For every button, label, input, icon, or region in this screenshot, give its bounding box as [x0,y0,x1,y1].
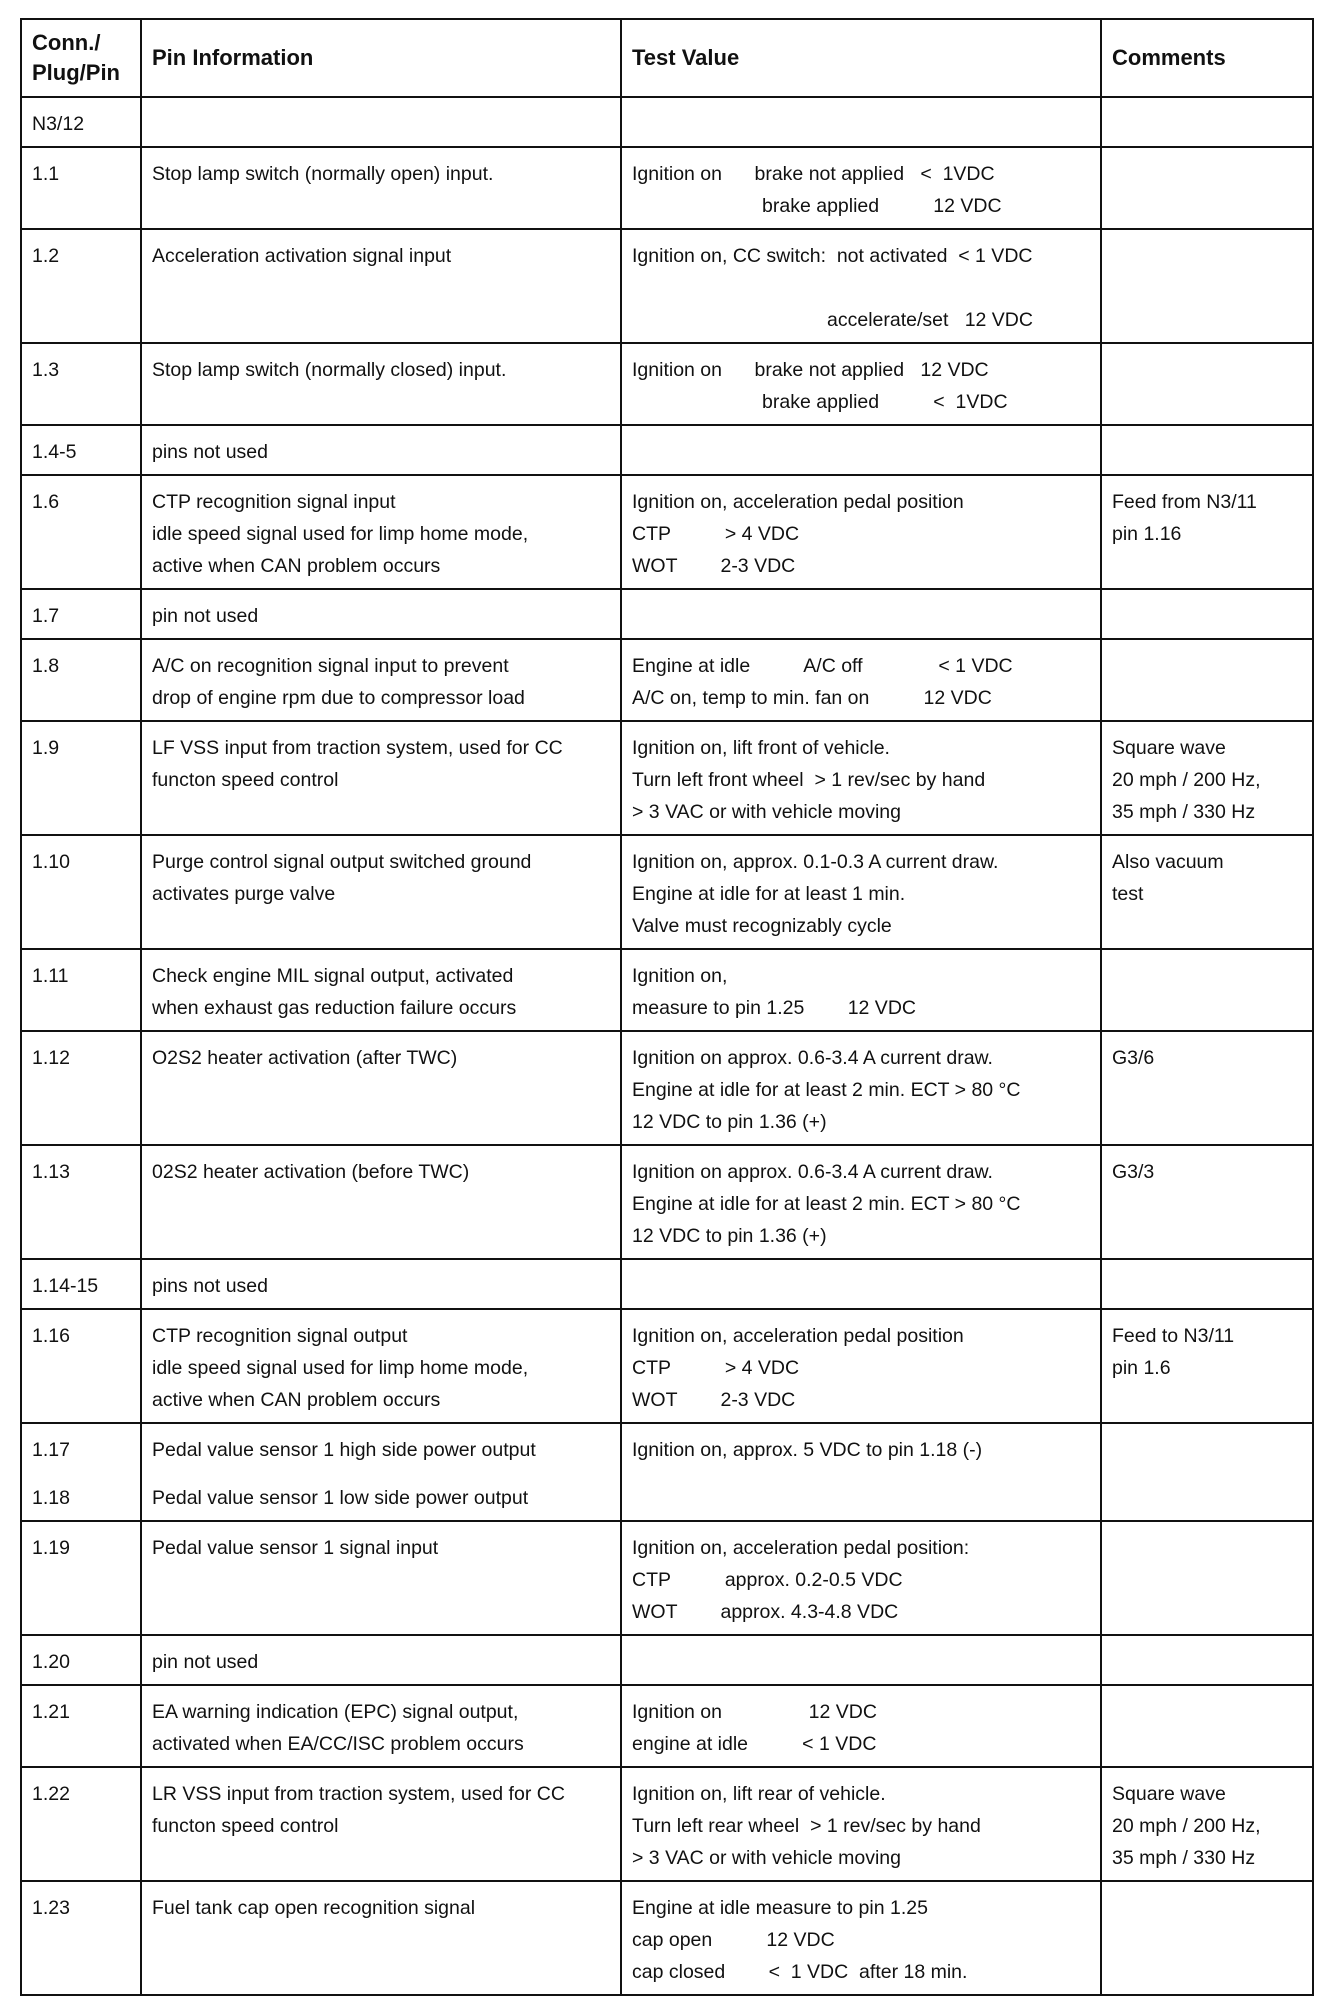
pin-cell [21,949,141,1031]
pin-information-cell-line: pin not used [152,605,259,627]
test-value-cell [621,147,1101,229]
pin-cell [21,1423,141,1521]
pin-information-cell [141,475,621,589]
comments-cell [1101,343,1313,425]
test-value-cell-line: Engine at idle for at least 2 min. ECT > 80 °C [632,1193,1021,1215]
table-row [21,1309,1313,1423]
pin-information-cell [141,1881,621,1995]
pin-information-cell [141,1635,621,1685]
test-value-cell-line: Engine at idle for at least 1 min. [632,883,906,905]
comments-cell [1101,1031,1313,1145]
pin-information-cell [141,97,621,147]
pin-cell [21,721,141,835]
pin-information-cell-line: Pedal value sensor 1 low side power output [152,1487,529,1509]
test-value-cell-line: cap closed < 1 VDC after 18 min. [632,1961,968,1983]
pin-cell [21,147,141,229]
pin-information-cell [141,835,621,949]
pin-cell-line: 1.11 [32,965,69,987]
pin-information-cell-line: drop of engine rpm due to compressor load [152,687,525,709]
pin-information-cell-line: pins not used [152,441,269,463]
table-header-row [21,19,1313,97]
pin-cell-line: 1.22 [32,1783,70,1805]
table-row [21,147,1313,229]
pin-cell [21,1685,141,1767]
pin-information-cell-line: CTP recognition signal input [152,491,396,513]
comments-cell [1101,425,1313,475]
pin-information-cell [141,721,621,835]
pin-cell-line: 1.4-5 [32,441,77,463]
pin-cell [21,97,141,147]
pin-information-cell-line: Stop lamp switch (normally closed) input. [152,359,507,381]
pin-information-cell-line: A/C on recognition signal input to prevent [152,655,509,677]
pin-information-cell-line: pin not used [152,1651,259,1673]
comments-cell [1101,835,1313,949]
test-value-cell-line: 12 VDC to pin 1.36 (+) [632,1225,827,1247]
comments-cell [1101,721,1313,835]
pin-information-cell-line: active when CAN problem occurs [152,1389,441,1411]
table-row [21,721,1313,835]
test-value-cell [621,343,1101,425]
test-value-cell-line: CTP > 4 VDC [632,1357,800,1379]
test-value-cell-line: Ignition on brake not applied 12 VDC [632,359,989,381]
comments-cell [1101,1767,1313,1881]
pin-information-cell [141,425,621,475]
test-value-cell-line: Ignition on, [632,965,728,987]
pin-cell-line: 1.19 [32,1537,70,1559]
test-value-cell-line: Ignition on, CC switch: not activated < 1 VDC [632,245,1033,267]
comments-cell-line: Feed to N3/11 [1112,1325,1235,1347]
pin-cell [21,1767,141,1881]
pin-cell [21,589,141,639]
comments-cell [1101,949,1313,1031]
test-value-cell-line: > 3 VAC or with vehicle moving [632,801,901,823]
table-row [21,949,1313,1031]
pin-information-cell-line: Pedal value sensor 1 signal input [152,1537,439,1559]
header-conn-plug-pin: Conn./ Plug/Pin [21,19,141,97]
pin-cell-line: 1.2 [32,245,60,267]
comments-cell [1101,1259,1313,1309]
pin-cell [21,835,141,949]
pin-cell-line: 1.10 [32,851,70,873]
comments-cell [1101,229,1313,343]
header-pin-information: Pin Information [141,19,621,97]
comments-cell [1101,1685,1313,1767]
pin-information-cell-line: idle speed signal used for limp home mode, [152,1357,529,1379]
test-value-cell-line: Ignition on, lift front of vehicle. [632,737,890,759]
pin-cell-line: 1.16 [32,1325,70,1347]
pin-information-cell-line: functon speed control [152,769,339,791]
comments-cell [1101,475,1313,589]
pin-information-cell-line: 02S2 heater activation (before TWC) [152,1161,470,1183]
pin-information-cell-line: idle speed signal used for limp home mode, [152,523,529,545]
pin-information-cell-line: Acceleration activation signal input [152,245,452,267]
pin-information-cell [141,1423,621,1521]
test-value-cell-line: Ignition on brake not applied < 1VDC [632,163,995,185]
pin-cell [21,343,141,425]
pin-information-cell-line: Stop lamp switch (normally open) input. [152,163,494,185]
pin-information-cell [141,1521,621,1635]
pin-information-cell [141,147,621,229]
comments-cell [1101,1881,1313,1995]
table-row [21,229,1313,343]
comments-cell-line: 20 mph / 200 Hz, [1112,1815,1261,1837]
pin-information-cell-line: LF VSS input from traction system, used for CC [152,737,563,759]
test-value-cell-line: Ignition on, approx. 5 VDC to pin 1.18 (-) [632,1439,983,1461]
pin-cell-line: 1.12 [32,1047,70,1069]
table-row [21,1031,1313,1145]
pin-information-cell-line: O2S2 heater activation (after TWC) [152,1047,458,1069]
comments-cell [1101,1521,1313,1635]
pin-information-table [20,18,1314,1996]
test-value-cell [621,721,1101,835]
comments-cell-line: 35 mph / 330 Hz [1112,1847,1256,1869]
table-row [21,1881,1313,1995]
pin-cell [21,229,141,343]
comments-cell-line: pin 1.16 [1112,523,1182,545]
test-value-cell-line: cap open 12 VDC [632,1929,835,1951]
comments-cell-line: G3/6 [1112,1047,1155,1069]
header-test-value: Test Value [621,19,1101,97]
test-value-cell-line: measure to pin 1.25 12 VDC [632,997,916,1019]
pin-information-cell-line: when exhaust gas reduction failure occurs [152,997,517,1019]
test-value-cell [621,229,1101,343]
comments-cell-line: test [1112,883,1144,905]
pin-cell [21,1259,141,1309]
pin-cell [21,1521,141,1635]
test-value-cell-line: CTP approx. 0.2-0.5 VDC [632,1569,903,1591]
pin-cell-line: 1.3 [32,359,60,381]
pin-information-cell [141,229,621,343]
test-value-cell [621,1881,1101,1995]
test-value-cell-line: Engine at idle A/C off < 1 VDC [632,655,1013,677]
test-value-cell-line: brake applied 12 VDC [632,195,1002,217]
test-value-cell [621,1635,1101,1685]
table-row [21,639,1313,721]
pin-information-cell [141,589,621,639]
test-value-cell [621,1259,1101,1309]
test-value-cell [621,589,1101,639]
test-value-cell-line: A/C on, temp to min. fan on 12 VDC [632,687,992,709]
pin-cell [21,425,141,475]
pin-information-cell [141,1259,621,1309]
test-value-cell-line: Ignition on approx. 0.6-3.4 A current draw. [632,1161,993,1183]
pin-information-cell [141,1767,621,1881]
test-value-cell [621,1423,1101,1521]
test-value-cell [621,1521,1101,1635]
pin-cell [21,1145,141,1259]
test-value-cell [621,475,1101,589]
comments-cell [1101,97,1313,147]
pin-cell-line: 1.14-15 [32,1275,99,1297]
test-value-cell-line: Ignition on, approx. 0.1-0.3 A current draw. [632,851,999,873]
test-value-cell-line: WOT 2-3 VDC [632,1389,796,1411]
pin-information-cell-line: EA warning indication (EPC) signal output, [152,1701,519,1723]
test-value-cell-line: Valve must recognizably cycle [632,915,892,937]
table-row [21,1259,1313,1309]
table-row [21,1685,1313,1767]
test-value-cell-line: Ignition on approx. 0.6-3.4 A current draw. [632,1047,993,1069]
pin-cell [21,1031,141,1145]
comments-cell [1101,1145,1313,1259]
test-value-cell [621,1685,1101,1767]
comments-cell-line: Square wave [1112,737,1226,759]
comments-cell-line: pin 1.6 [1112,1357,1171,1379]
table-row [21,835,1313,949]
table-row [21,475,1313,589]
pin-cell-line: N3/12 [32,113,85,135]
table-row [21,1423,1313,1521]
pin-information-cell-line: Fuel tank cap open recognition signal [152,1897,476,1919]
test-value-cell-line: brake applied < 1VDC [632,391,1008,413]
test-value-cell-line: Turn left front wheel > 1 rev/sec by hand [632,769,986,791]
pin-information-cell [141,343,621,425]
test-value-cell-line: WOT 2-3 VDC [632,555,796,577]
pin-information-cell [141,1309,621,1423]
pin-information-cell [141,1685,621,1767]
test-value-cell [621,835,1101,949]
pin-cell-line: 1.21 [32,1701,70,1723]
pin-information-cell [141,639,621,721]
pin-information-cell-line: Check engine MIL signal output, activated [152,965,514,987]
comments-cell [1101,589,1313,639]
comments-cell-line: 20 mph / 200 Hz, [1112,769,1261,791]
comments-cell [1101,1309,1313,1423]
test-value-cell [621,1145,1101,1259]
pin-cell-line: 1.8 [32,655,60,677]
comments-cell [1101,639,1313,721]
pin-cell-line: 1.20 [32,1651,70,1673]
table-row [21,1635,1313,1685]
pin-information-cell [141,949,621,1031]
pin-information-cell-line: Pedal value sensor 1 high side power output [152,1439,536,1461]
table-row [21,1767,1313,1881]
comments-cell-line: G3/3 [1112,1161,1155,1183]
comments-cell [1101,1635,1313,1685]
test-value-cell-line: Ignition on, acceleration pedal position [632,491,964,513]
table-row [21,1521,1313,1635]
comments-cell [1101,147,1313,229]
pin-cell-line: 1.9 [32,737,60,759]
test-value-cell-line: Ignition on, acceleration pedal position: [632,1537,970,1559]
pin-cell-line: 1.23 [32,1897,70,1919]
test-value-cell-line: WOT approx. 4.3-4.8 VDC [632,1601,899,1623]
test-value-cell [621,949,1101,1031]
pin-cell [21,639,141,721]
pin-table-document [20,18,1312,1996]
pin-information-cell-line: pins not used [152,1275,269,1297]
test-value-cell-line: Turn left rear wheel > 1 rev/sec by hand [632,1815,981,1837]
pin-cell-line: 1.13 [32,1161,70,1183]
test-value-cell-line: Ignition on, lift rear of vehicle. [632,1783,886,1805]
test-value-cell-line: accelerate/set 12 VDC [632,309,1033,331]
pin-cell [21,1635,141,1685]
test-value-cell-line: Engine at idle measure to pin 1.25 [632,1897,928,1919]
table-row [21,425,1313,475]
pin-cell [21,475,141,589]
test-value-cell-line: 12 VDC to pin 1.36 (+) [632,1111,827,1133]
test-value-cell-line: Ignition on, acceleration pedal position [632,1325,964,1347]
header-comments: Comments [1101,19,1313,97]
test-value-cell-line: engine at idle < 1 VDC [632,1733,877,1755]
pin-information-cell-line: CTP recognition signal output [152,1325,408,1347]
test-value-cell [621,1031,1101,1145]
table-row [21,97,1313,147]
pin-cell-line: 1.18 [32,1487,70,1509]
table-row [21,343,1313,425]
pin-cell [21,1881,141,1995]
comments-cell-line: Square wave [1112,1783,1226,1805]
pin-cell-line: 1.7 [32,605,60,627]
test-value-cell-line: > 3 VAC or with vehicle moving [632,1847,901,1869]
test-value-cell-line: CTP > 4 VDC [632,523,800,545]
pin-cell [21,1309,141,1423]
comments-cell-line: Feed from N3/11 [1112,491,1257,513]
pin-cell-line: 1.17 [32,1439,70,1461]
test-value-cell-line: Engine at idle for at least 2 min. ECT > 80 °C [632,1079,1021,1101]
pin-information-cell [141,1145,621,1259]
pin-information-cell [141,1031,621,1145]
comments-cell [1101,1423,1313,1521]
test-value-cell [621,1309,1101,1423]
pin-information-cell-line: activated when EA/CC/ISC problem occurs [152,1733,524,1755]
pin-information-cell-line: functon speed control [152,1815,339,1837]
test-value-cell [621,425,1101,475]
pin-information-cell-line: Purge control signal output switched ground [152,851,532,873]
pin-information-cell-line: LR VSS input from traction system, used for CC [152,1783,565,1805]
test-value-cell [621,639,1101,721]
test-value-cell-line: Ignition on 12 VDC [632,1701,877,1723]
table-row [21,589,1313,639]
pin-information-cell-line: active when CAN problem occurs [152,555,441,577]
comments-cell-line: 35 mph / 330 Hz [1112,801,1256,823]
test-value-cell-line [632,272,1090,304]
comments-cell-line: Also vacuum [1112,851,1224,873]
pin-cell-line: 1.1 [32,163,60,185]
table-row [21,1145,1313,1259]
pin-cell-line: 1.6 [32,491,60,513]
pin-information-cell-line: activates purge valve [152,883,336,905]
test-value-cell [621,1767,1101,1881]
test-value-cell [621,97,1101,147]
